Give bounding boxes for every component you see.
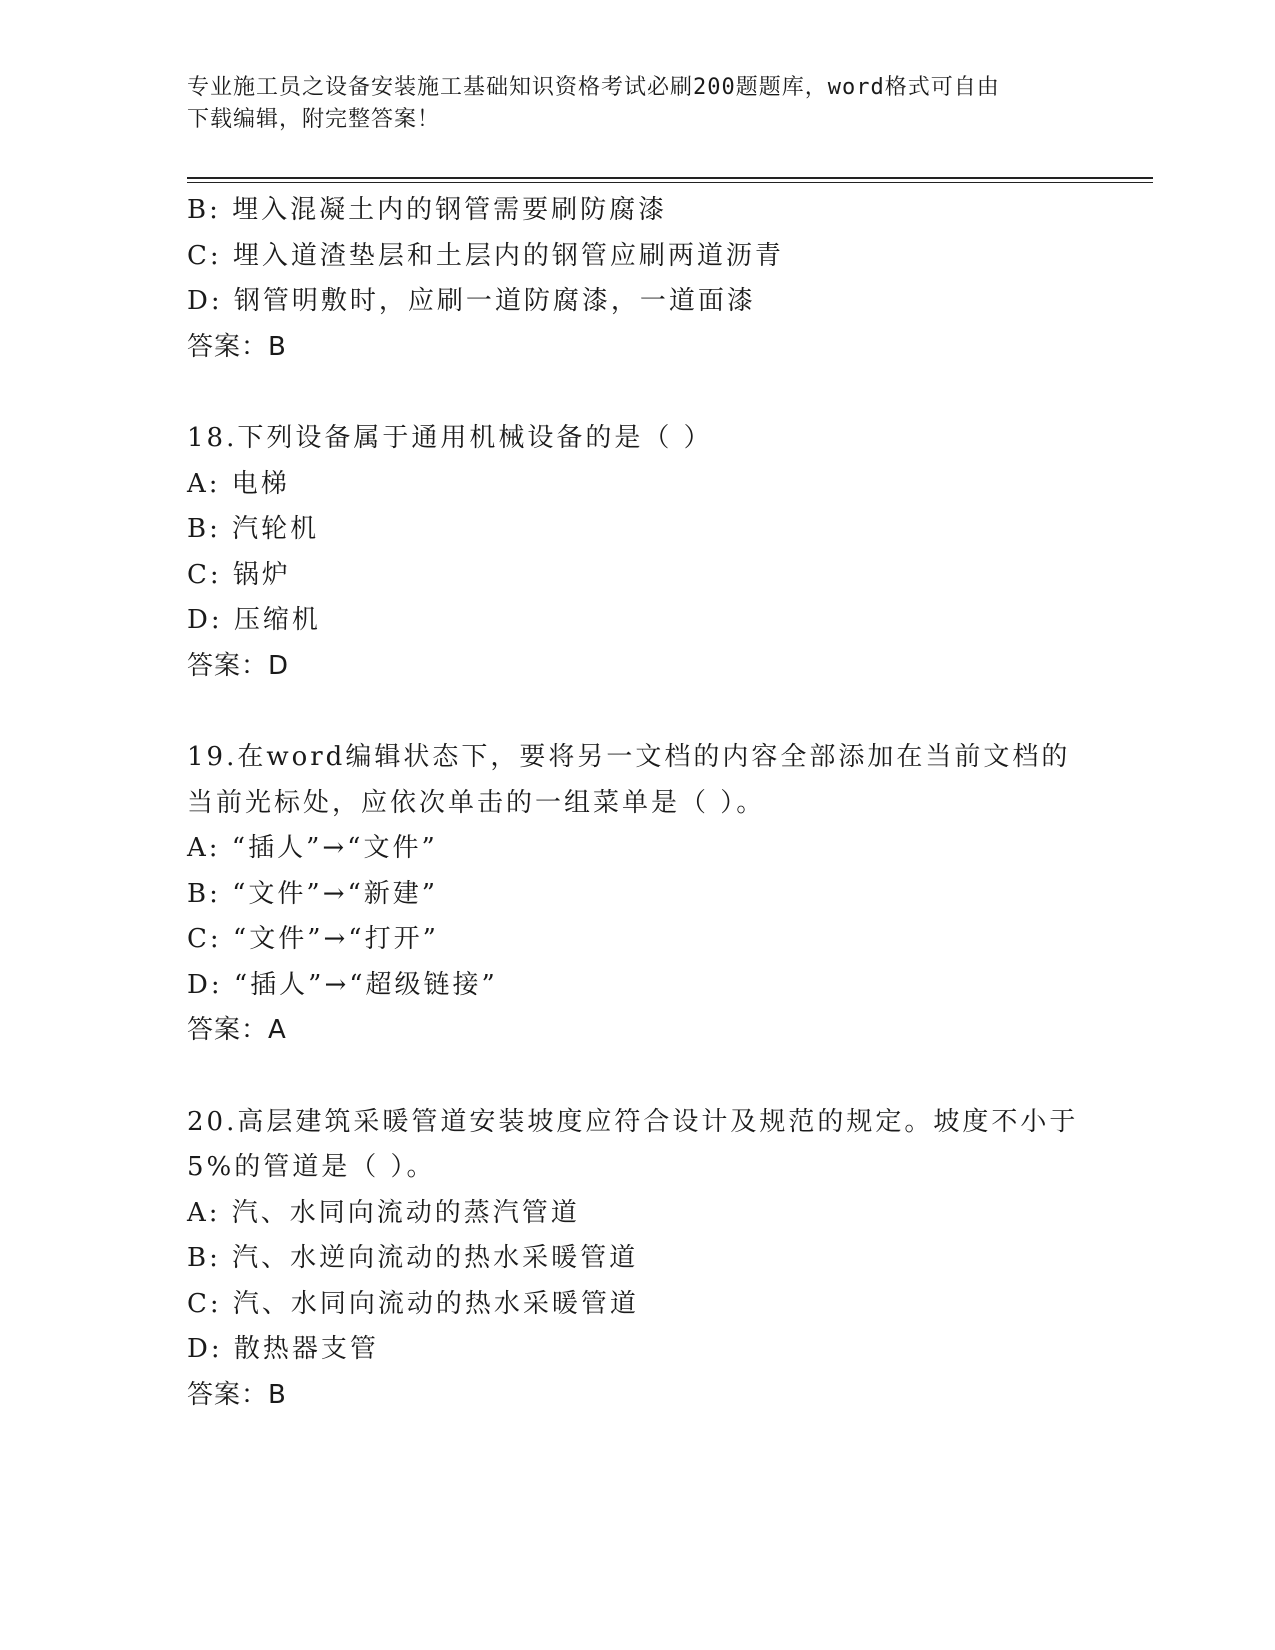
option-c: C: 汽、水同向流动的热水采暖管道 [187, 1288, 639, 1319]
question-list [187, 188, 1087, 1418]
question-block-20 [187, 1100, 1087, 1419]
option-a: A: “插人”→“文件” [187, 833, 438, 863]
question-text-line-2: 5%的管道是（ ）。 [187, 1152, 436, 1182]
question-text-line-1: 20.高层建筑采暖管道安装坡度应符合设计及规范的规定。坡度不小于 [187, 1106, 1079, 1137]
option-b: B: “文件”→“新建” [187, 878, 439, 909]
header-line-2: 下载编辑，附完整答案！ [187, 107, 441, 132]
option-d: D: “插人”→“超级链接” [187, 969, 498, 1000]
question-block-17 [187, 188, 1087, 370]
question-block-18 [187, 416, 1087, 689]
option-d: D: 钢管明敷时，应刷一道防腐漆，一道面漆 [187, 286, 756, 316]
question-text-line-2: 当前光标处，应依次单击的一组菜单是（ ）。 [187, 787, 766, 818]
question-text: 18.下列设备属于通用机械设备的是（ ） [187, 423, 713, 453]
answer-line: 答案：B [187, 331, 287, 362]
option-b: B: 汽、水逆向流动的热水采暖管道 [187, 1243, 639, 1273]
option-b: B: 埋入混凝土内的钢管需要刷防腐漆 [187, 195, 668, 225]
block-spacer [187, 370, 1087, 416]
option-c: C: 锅炉 [187, 559, 291, 590]
option-a: A: 汽、水同向流动的蒸汽管道 [187, 1197, 580, 1228]
option-c: C: 埋入道渣垫层和土层内的钢管应刷两道沥青 [187, 240, 784, 271]
header-line-1: 专业施工员之设备安装施工基础知识资格考试必刷200题题库，word格式可自由 [187, 75, 1000, 100]
question-block-19 [187, 735, 1087, 1054]
answer-line: 答案：B [187, 1379, 287, 1410]
option-c: C: “文件”→“打开” [187, 924, 439, 954]
option-d: D: 散热器支管 [187, 1334, 379, 1364]
option-d: D: 压缩机 [187, 605, 321, 635]
question-text-line-1: 19.在word编辑状态下，要将另一文档的内容全部添加在当前文档的 [187, 742, 1071, 772]
block-spacer [187, 1054, 1087, 1100]
option-a: A: 电梯 [187, 468, 290, 499]
answer-line: 答案：A [187, 1015, 287, 1045]
block-spacer [187, 689, 1087, 735]
answer-line: 答案：D [187, 650, 290, 681]
header-divider-thin [187, 182, 1153, 183]
header-divider-thick [187, 177, 1153, 179]
option-b: B: 汽轮机 [187, 514, 320, 544]
document-header [187, 72, 1087, 136]
